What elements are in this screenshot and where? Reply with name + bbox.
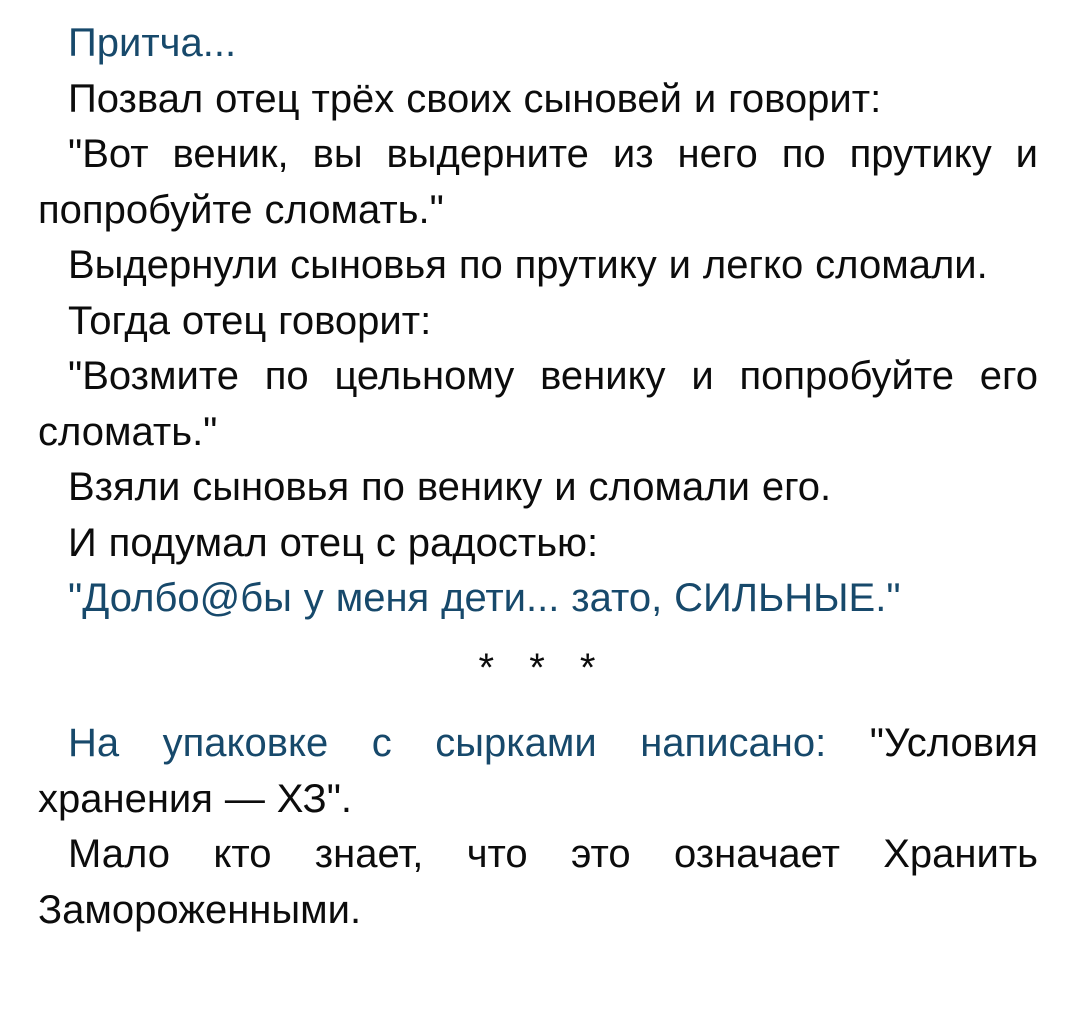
- paragraph: [38, 827, 1038, 938]
- text-segment: На упаковке с сырками написано:: [68, 721, 870, 765]
- text-segment: "Возмите по цельному венику и попробуйте его сломать.": [38, 354, 1038, 454]
- text-segment: "Долбо@бы у меня дети... зато, СИЛЬНЫЕ.": [68, 576, 901, 620]
- text-segment: И подумал отец с радостью:: [68, 520, 599, 565]
- document-body: [38, 16, 1038, 938]
- text-segment: Притча...: [68, 21, 237, 65]
- paragraph: [38, 72, 1038, 128]
- text-segment: "Условия хранения — ХЗ".: [38, 721, 1038, 821]
- text-segment: Выдернули сыновья по прутику и легко сломали.: [68, 243, 988, 287]
- paragraph: [38, 238, 1038, 294]
- text-segment: Взяли сыновья по венику и сломали его.: [68, 465, 832, 509]
- text-segment: Позвал отец трёх своих сыновей и говорит:: [68, 76, 882, 121]
- text-segment: Мало кто знает, что это означает Хранить Замороженными.: [38, 832, 1038, 932]
- paragraph: [38, 16, 1038, 72]
- section-separator: [38, 641, 1038, 697]
- paragraph: [38, 294, 1038, 350]
- paragraph: [38, 571, 1038, 627]
- paragraph: [38, 460, 1038, 516]
- paragraph: [38, 516, 1038, 572]
- text-segment: Тогда отец говорит:: [68, 298, 432, 343]
- text-segment: * * *: [478, 645, 598, 690]
- text-segment: "Вот веник, вы выдерните из него по прутику и попробуйте сломать.": [38, 132, 1038, 232]
- paragraph: [38, 349, 1038, 460]
- paragraph: [38, 127, 1038, 238]
- paragraph: [38, 716, 1038, 827]
